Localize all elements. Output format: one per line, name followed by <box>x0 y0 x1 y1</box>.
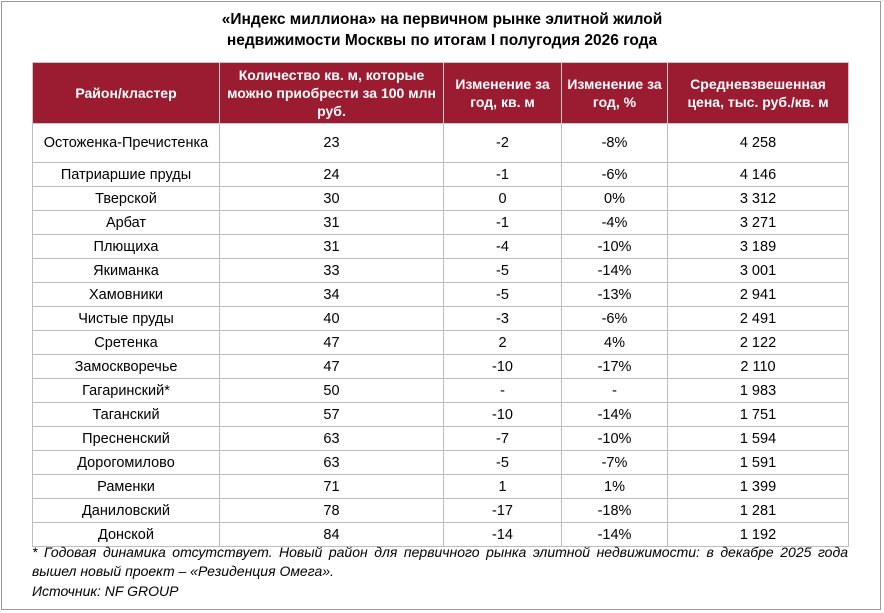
cell-district: Даниловский <box>33 499 220 523</box>
cell-change-sqm: 1 <box>444 475 562 499</box>
table-row <box>33 211 849 235</box>
cell-sqm: 40 <box>220 307 444 331</box>
footnote: * Годовая динамика отсутствует. Новый район для первичного рынка элитной недвижимости: в декабре 2025 года вышел новый проект – «Резиденция Омега». <box>32 544 848 579</box>
cell-change-sqm: -7 <box>444 427 562 451</box>
cell-change-pct: 1% <box>562 475 668 499</box>
cell-sqm: 78 <box>220 499 444 523</box>
document-title <box>0 9 884 51</box>
cell-sqm: 30 <box>220 187 444 211</box>
table-row <box>33 331 849 355</box>
cell-sqm: 63 <box>220 451 444 475</box>
cell-sqm: 71 <box>220 475 444 499</box>
cell-change-sqm: -10 <box>444 355 562 379</box>
cell-change-pct: -6% <box>562 307 668 331</box>
cell-sqm: 31 <box>220 211 444 235</box>
cell-sqm: 33 <box>220 259 444 283</box>
cell-change-pct: -14% <box>562 259 668 283</box>
cell-change-sqm: -17 <box>444 499 562 523</box>
data-table <box>32 62 849 547</box>
cell-change-pct: -13% <box>562 283 668 307</box>
cell-change-pct: -17% <box>562 355 668 379</box>
cell-change-sqm: -10 <box>444 403 562 427</box>
cell-price: 2 941 <box>668 283 849 307</box>
cell-sqm: 47 <box>220 355 444 379</box>
table-row <box>33 427 849 451</box>
cell-change-pct: 4% <box>562 331 668 355</box>
cell-sqm: 84 <box>220 523 444 547</box>
cell-price: 3 189 <box>668 235 849 259</box>
cell-district: Остоженка-Пречистенка <box>33 124 220 163</box>
table-row <box>33 475 849 499</box>
cell-price: 1 399 <box>668 475 849 499</box>
header-change-sqm: Изменение за год, кв. м <box>444 63 562 124</box>
table-row <box>33 259 849 283</box>
cell-price: 3 271 <box>668 211 849 235</box>
table-row <box>33 355 849 379</box>
cell-sqm: 34 <box>220 283 444 307</box>
cell-price: 1 983 <box>668 379 849 403</box>
cell-change-sqm: -5 <box>444 259 562 283</box>
cell-price: 1 751 <box>668 403 849 427</box>
cell-sqm: 23 <box>220 124 444 163</box>
header-row <box>33 63 849 124</box>
cell-price: 3 001 <box>668 259 849 283</box>
cell-price: 1 281 <box>668 499 849 523</box>
header-price: Средневзвешенная цена, тыс. руб./кв. м <box>668 63 849 124</box>
cell-price: 3 312 <box>668 187 849 211</box>
cell-sqm: 24 <box>220 163 444 187</box>
table-row <box>33 187 849 211</box>
cell-price: 1 591 <box>668 451 849 475</box>
cell-price: 4 258 <box>668 124 849 163</box>
cell-change-sqm: -4 <box>444 235 562 259</box>
cell-change-sqm: -5 <box>444 451 562 475</box>
table-row <box>33 379 849 403</box>
cell-district: Сретенка <box>33 331 220 355</box>
cell-district: Якиманка <box>33 259 220 283</box>
cell-change-pct: -6% <box>562 163 668 187</box>
table-row <box>33 307 849 331</box>
cell-change-pct: -10% <box>562 235 668 259</box>
cell-district: Донской <box>33 523 220 547</box>
cell-change-sqm: -3 <box>444 307 562 331</box>
cell-district: Тверской <box>33 187 220 211</box>
table-row <box>33 163 849 187</box>
cell-change-sqm: 2 <box>444 331 562 355</box>
table-row <box>33 235 849 259</box>
table-row <box>33 283 849 307</box>
cell-district: Плющиха <box>33 235 220 259</box>
table-row <box>33 451 849 475</box>
cell-change-pct: 0% <box>562 187 668 211</box>
cell-district: Арбат <box>33 211 220 235</box>
header-sqm: Количество кв. м, которые можно приобрести за 100 млн руб. <box>220 63 444 124</box>
cell-change-pct: -8% <box>562 124 668 163</box>
title-line-1: «Индекс миллиона» на первичном рынке элитной жилой <box>221 11 663 28</box>
cell-sqm: 63 <box>220 427 444 451</box>
cell-price: 2 491 <box>668 307 849 331</box>
title-line-2: недвижимости Москвы по итогам I полугодия 2026 года <box>226 32 658 49</box>
cell-change-pct: - <box>562 379 668 403</box>
header-change-pct: Изменение за год, % <box>562 63 668 124</box>
table-row <box>33 403 849 427</box>
cell-district: Пресненский <box>33 427 220 451</box>
cell-change-pct: -4% <box>562 211 668 235</box>
cell-change-sqm: -5 <box>444 283 562 307</box>
cell-district: Дорогомилово <box>33 451 220 475</box>
table-body <box>33 124 849 547</box>
cell-district: Таганский <box>33 403 220 427</box>
cell-price: 4 146 <box>668 163 849 187</box>
cell-change-pct: -14% <box>562 403 668 427</box>
cell-change-pct: -18% <box>562 499 668 523</box>
cell-sqm: 31 <box>220 235 444 259</box>
cell-district: Чистые пруды <box>33 307 220 331</box>
cell-change-sqm: 0 <box>444 187 562 211</box>
cell-change-pct: -7% <box>562 451 668 475</box>
cell-change-sqm: -1 <box>444 163 562 187</box>
cell-change-pct: -10% <box>562 427 668 451</box>
cell-district: Гагаринский* <box>33 379 220 403</box>
cell-sqm: 57 <box>220 403 444 427</box>
cell-district: Патриаршие пруды <box>33 163 220 187</box>
cell-change-pct: -14% <box>562 523 668 547</box>
cell-change-sqm: -1 <box>444 211 562 235</box>
header-district: Район/кластер <box>33 63 220 124</box>
table-row <box>33 499 849 523</box>
cell-district: Замоскворечье <box>33 355 220 379</box>
cell-price: 1 192 <box>668 523 849 547</box>
source-note: Источник: NF GROUP <box>32 583 179 599</box>
cell-price: 2 122 <box>668 331 849 355</box>
cell-change-sqm: -14 <box>444 523 562 547</box>
cell-price: 2 110 <box>668 355 849 379</box>
cell-district: Хамовники <box>33 283 220 307</box>
cell-district: Раменки <box>33 475 220 499</box>
cell-change-sqm: - <box>444 379 562 403</box>
cell-price: 1 594 <box>668 427 849 451</box>
cell-change-sqm: -2 <box>444 124 562 163</box>
cell-sqm: 47 <box>220 331 444 355</box>
table-row <box>33 124 849 163</box>
cell-sqm: 50 <box>220 379 444 403</box>
